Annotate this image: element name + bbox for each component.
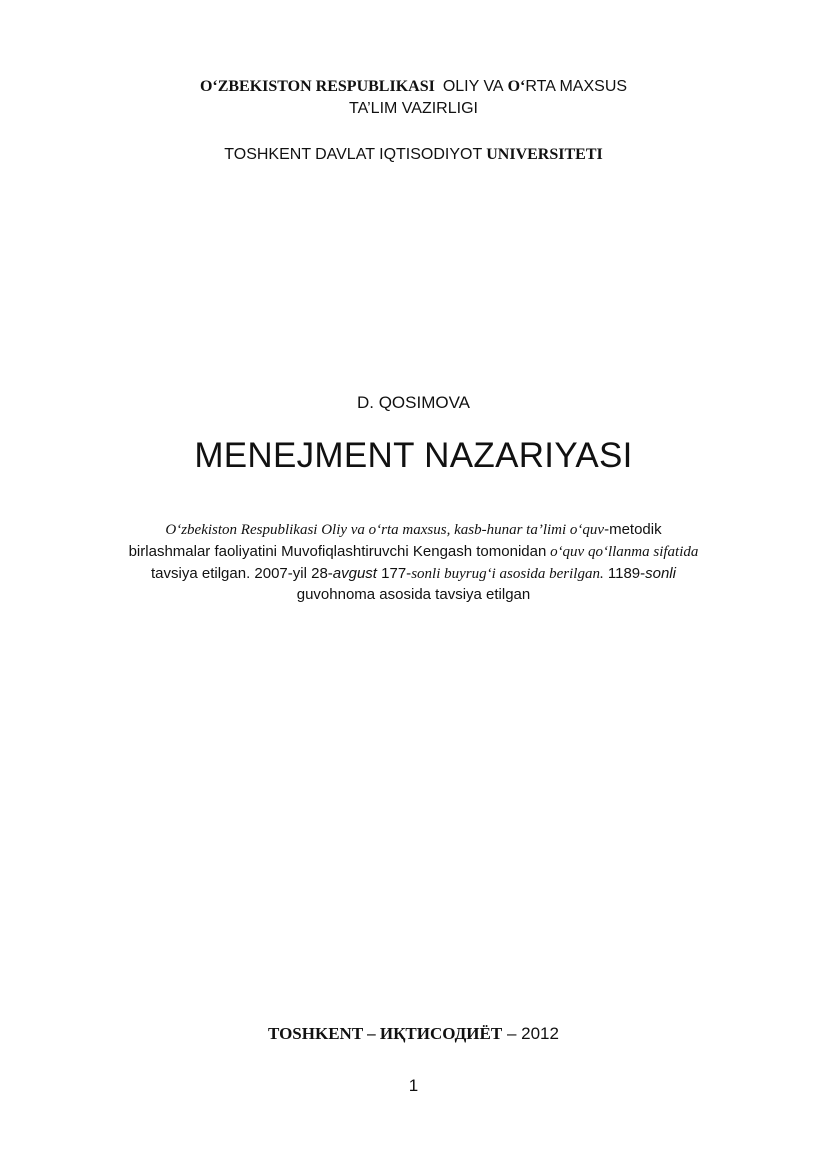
approval-line-3-plain-b: 177-	[376, 565, 412, 582]
approval-line-3-italic-c: sonli	[645, 565, 676, 582]
approval-line-1-italic: O‘zbekiston Respublikasi Oliy va o‘rta maxsus, kasb-hunar ta’limi o‘quv	[165, 522, 605, 538]
ministry-heading-line-2: TA’LIM VAZIRLIGI	[349, 100, 478, 117]
university-heading-tosh: TOSHKENT	[224, 146, 312, 163]
approval-text-line-4: guvohnoma asosida tavsiya etilgan	[296, 586, 531, 603]
approval-line-2-italic: o‘quv qo‘llanma sifatida	[550, 544, 699, 560]
author-name: D. QOSIMOVA	[356, 393, 471, 412]
approval-line-3-plain-c: 1189-	[603, 565, 646, 582]
page-number: 1	[408, 1076, 419, 1095]
university-heading	[0, 146, 827, 164]
approval-line-3-italic-b: sonli buyrug‘i asosida berilgan.	[411, 566, 604, 582]
university-heading-middle: DAVLAT IQTISODIYOT	[315, 146, 483, 163]
ministry-heading-country: O‘ZBEKISTON RESPUBLIKASI	[199, 78, 435, 95]
ministry-heading-line-1	[0, 78, 827, 96]
university-heading-universiteti: UNIVERSITETI	[486, 146, 603, 163]
approval-line-2-plain: birlashmalar faoliyatini Muvofiqlashtiruvchi Kengash tomonidan	[128, 543, 547, 560]
approval-line-3-italic-a: avgust	[332, 565, 377, 582]
ministry-heading-o-letter: O‘	[507, 78, 526, 95]
book-title: MENEJMENT NAZARIYASI	[194, 436, 633, 475]
ministry-heading-oliy-va: OLIY VA	[442, 78, 504, 95]
approval-text-line-3	[0, 565, 827, 583]
approval-text-line-1	[0, 521, 827, 539]
approval-line-3-plain-a: tavsiya etilgan. 2007-yil 28-	[151, 565, 333, 582]
approval-line-1-plain: -metodik	[604, 521, 662, 538]
imprint-city-publisher: TOSHKENT – ИҚТИСОДИЁТ	[268, 1024, 503, 1043]
imprint-line	[0, 1024, 827, 1044]
approval-text-line-2	[0, 543, 827, 561]
ministry-heading-rta-maxsus: RTA MAXSUS	[525, 78, 628, 95]
imprint-year: – 2012	[502, 1024, 559, 1043]
